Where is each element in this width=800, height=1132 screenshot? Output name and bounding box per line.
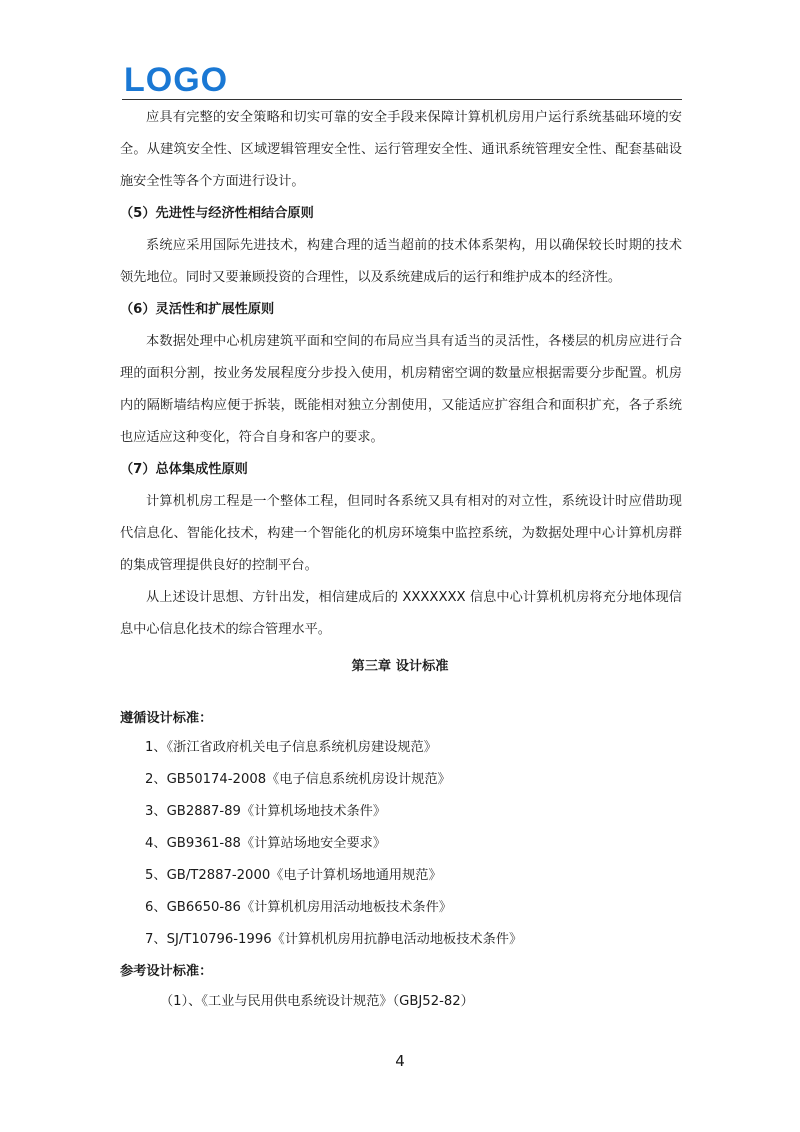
paragraph-flexibility: 本数据处理中心机房建筑平面和空间的布局应当具有适当的灵活性，各楼层的机房应进行合理的面积分割，按业务发展程度分步投入使用，机房精密空调的数量应根据需要分步配置。机房内的隔断墙结构应便于拆装，既能相对独立分割使用，又能适应扩容组合和面积扩充，各子系统也应适应这种变化，符合自身和客户的要求。 bbox=[120, 334, 682, 445]
follow-standards-list bbox=[145, 732, 522, 956]
chapter-title: 第三章 设计标准 bbox=[351, 659, 449, 674]
paragraph-security: 应具有完整的安全策略和切实可靠的安全手段来保障计算机机房用户运行系统基础环境的安全。从建筑安全性、区域逻辑管理安全性、运行管理安全性、通讯系统管理安全性、配套基础设施安全性等各个方面进行设计。 bbox=[120, 110, 682, 189]
body-section bbox=[120, 102, 682, 646]
header-divider bbox=[122, 99, 682, 100]
list-item: 1、《浙江省政府机关电子信息系统机房建设规范》 bbox=[145, 740, 437, 755]
list-item: 2、GB50174-2008《电子信息系统机房设计规范》 bbox=[145, 772, 451, 787]
logo: LOGO bbox=[124, 61, 229, 99]
follow-standards-title: 遵循设计标准： bbox=[120, 711, 213, 726]
list-item: 4、GB9361-88《计算站场地安全要求》 bbox=[145, 836, 387, 851]
list-item: 3、GB2887-89《计算机场地技术条件》 bbox=[145, 804, 387, 819]
page-number: 4 bbox=[395, 1052, 405, 1070]
reference-standards-title: 参考设计标准： bbox=[120, 964, 213, 979]
heading-integration: （7）总体集成性原则 bbox=[120, 462, 248, 477]
heading-advanced-economic: （5）先进性与经济性相结合原则 bbox=[120, 206, 314, 221]
list-item: 7、SJ/T10796-1996《计算机机房用抗静电活动地板技术条件》 bbox=[145, 932, 523, 947]
paragraph-summary: 从上述设计思想、方针出发，相信建成后的 XXXXXXX 信息中心计算机机房将充分地体现信息中心信息化技术的综合管理水平。 bbox=[120, 590, 682, 637]
paragraph-advanced-economic: 系统应采用国际先进技术，构建合理的适当超前的技术体系架构，用以确保较长时期的技术领先地位。同时又要兼顾投资的合理性，以及系统建成后的运行和维护成本的经济性。 bbox=[120, 238, 682, 285]
paragraph-integration: 计算机机房工程是一个整体工程，但同时各系统又具有相对的对立性，系统设计时应借助现代信息化、智能化技术，构建一个智能化的机房环境集中监控系统，为数据处理中心计算机房群的集成管理提供良好的控制平台。 bbox=[120, 494, 682, 573]
reference-standard-item: （1）、《工业与民用供电系统设计规范》（GBJ52-82） bbox=[160, 994, 474, 1009]
list-item: 5、GB/T2887-2000《电子计算机场地通用规范》 bbox=[145, 868, 442, 883]
heading-flexibility: （6）灵活性和扩展性原则 bbox=[120, 302, 275, 317]
list-item: 6、GB6650-86《计算机机房用活动地板技术条件》 bbox=[145, 900, 452, 915]
